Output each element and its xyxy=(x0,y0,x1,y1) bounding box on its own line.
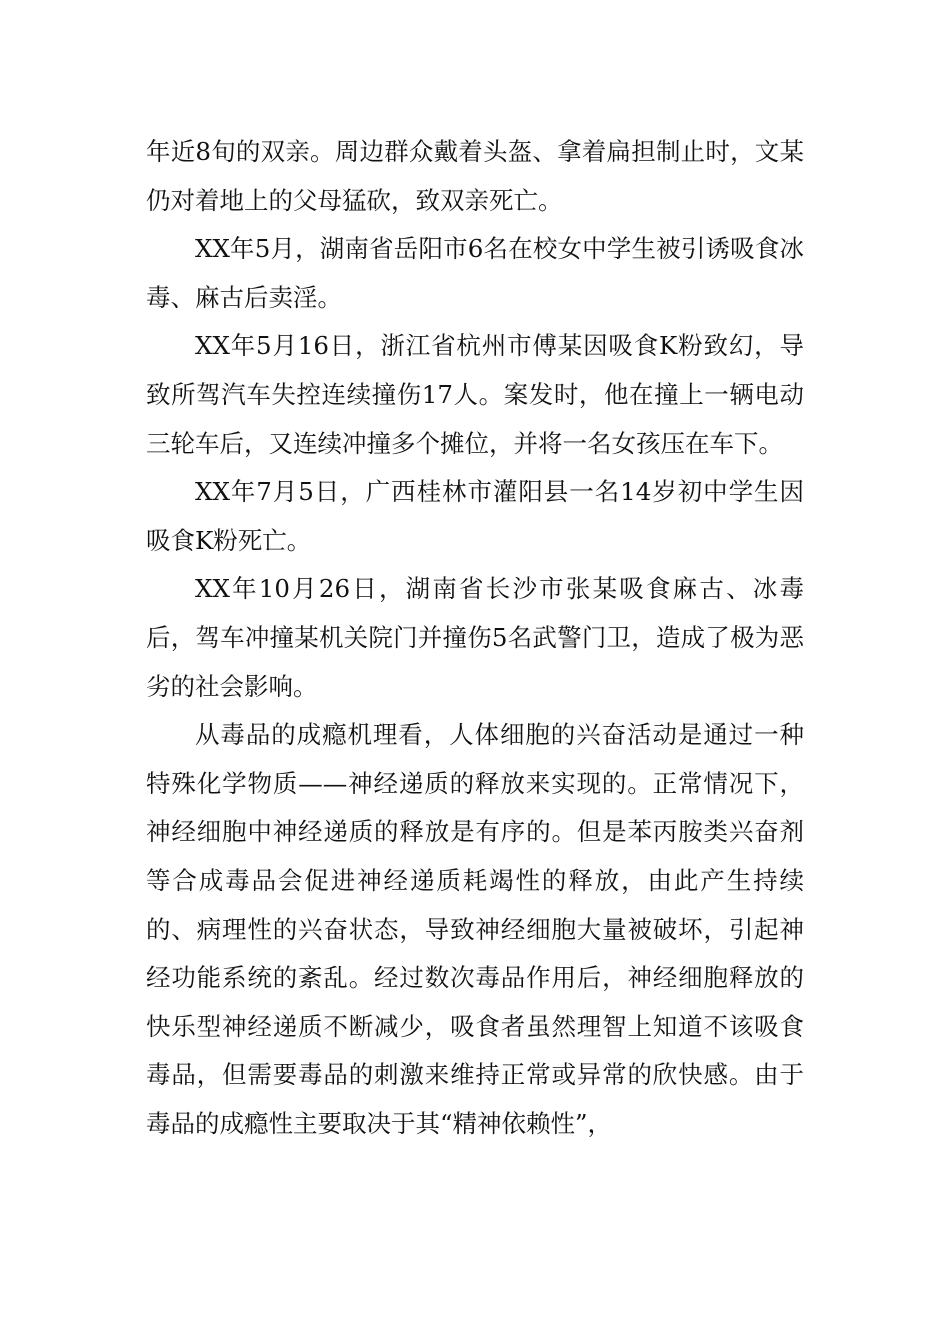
paragraph-guilin-case: XX年7月5日，广西桂林市灌阳县一名14岁初中学生因吸食K粉死亡。 xyxy=(146,477,804,555)
paragraph-parents-killed: 年近8旬的双亲。周边群众戴着头盔、拿着扁担制止时，文某仍对着地上的父母猛砍，致双亲死亡。 xyxy=(146,137,804,215)
paragraph-hangzhou-case: XX年5月16日，浙江省杭州市傅某因吸食K粉致幻，导致所驾汽车失控连续撞伤17人。案发时，他在撞上一辆电动三轮车后，又连续冲撞多个摊位，并将一名女孩压在车下。 xyxy=(146,331,804,458)
paragraph-addiction-mechanism: 从毒品的成瘾机理看，人体细胞的兴奋活动是通过一种特殊化学物质——神经递质的释放来实现的。正常情况下，神经细胞中神经递质的释放是有序的。但是苯丙胺类兴奋剂等合成毒品会促进神经递质耗竭性的释放，由此产生持续的、病理性的兴奋状态，导致神经细胞大量被破坏，引起神经功能系统的紊乱。经过数次毒品作用后，神经细胞释放的快乐型神经递质不断减少，吸食者虽然理智上知道不该吸食毒品，但需要毒品的刺激来维持正常或异常的欣快感。由于毒品的成瘾性主要取决于其“精神依赖性”， xyxy=(146,720,804,1138)
paragraph-changsha-case: XX年10月26日，湖南省长沙市张某吸食麻古、冰毒后，驾车冲撞某机关院门并撞伤5名武警门卫，造成了极为恶劣的社会影响。 xyxy=(146,574,804,701)
document-page xyxy=(146,128,804,1148)
paragraph-yueyang-case: XX年5月，湖南省岳阳市6名在校女中学生被引诱吸食冰毒、麻古后卖淫。 xyxy=(146,234,804,312)
